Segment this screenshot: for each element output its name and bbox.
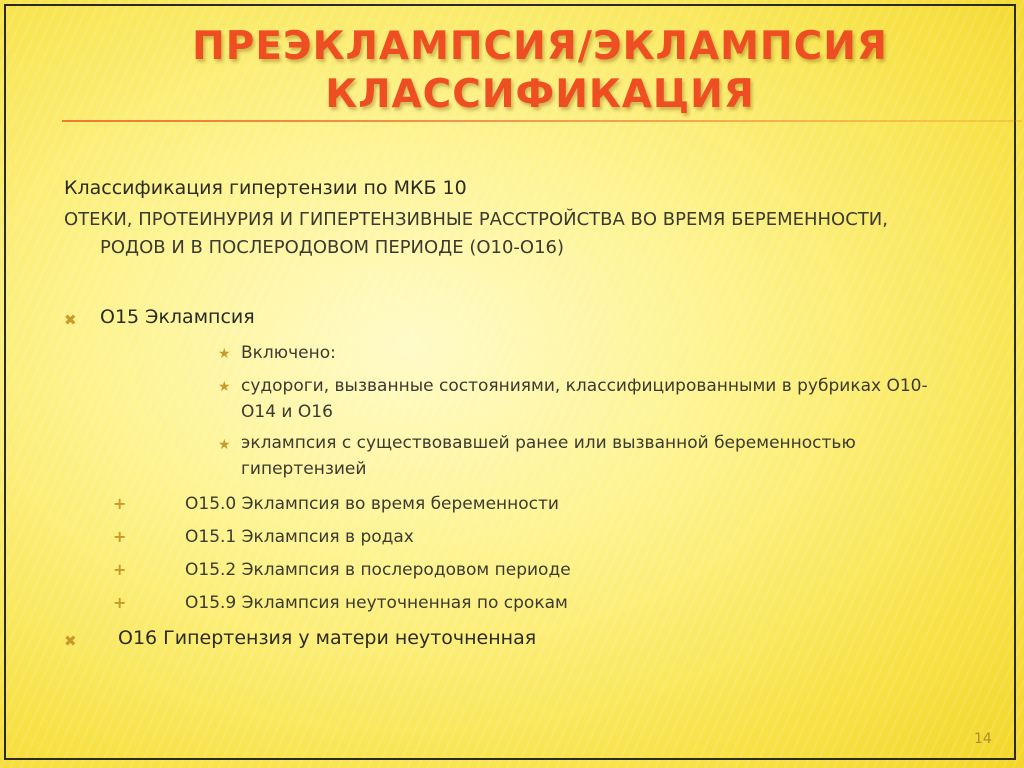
sub-eclampsia-line2: гипертензией bbox=[241, 459, 367, 479]
code-o15-0: О15.0 Эклампсия во время беременности bbox=[185, 494, 559, 514]
plus-bullet-icon: + bbox=[113, 527, 127, 546]
sub-seizures-line2: О14 и О16 bbox=[241, 402, 333, 422]
star-bullet-icon: ★ bbox=[218, 437, 231, 453]
intro-heading: Классификация гипертензии по МКБ 10 bbox=[64, 177, 467, 199]
code-o15-9: О15.9 Эклампсия неуточненная по срокам bbox=[185, 593, 568, 613]
slide-title-line2: КЛАССИФИКАЦИЯ bbox=[325, 72, 755, 117]
sub-seizures-line1: судороги, вызванные состояниями, классифицированными в рубриках О10- bbox=[241, 376, 928, 396]
code-o15-2: О15.2 Эклампсия в послеродовом периоде bbox=[185, 560, 571, 580]
plus-bullet-icon: + bbox=[113, 494, 127, 513]
intro-line1: ОТЕКИ, ПРОТЕИНУРИЯ И ГИПЕРТЕНЗИВНЫЕ РАССТРОЙСТВА ВО ВРЕМЯ БЕРЕМЕННОСТИ, bbox=[64, 209, 888, 230]
x-bullet-icon: ✖ bbox=[64, 311, 77, 329]
page-number: 14 bbox=[974, 731, 992, 747]
plus-bullet-icon: + bbox=[113, 560, 127, 579]
plus-bullet-icon: + bbox=[113, 593, 127, 612]
title-divider bbox=[62, 120, 1022, 122]
x-bullet-icon: ✖ bbox=[64, 632, 77, 650]
star-bullet-icon: ★ bbox=[218, 346, 231, 362]
intro-line2: РОДОВ И В ПОСЛЕРОДОВОМ ПЕРИОДЕ (О10-О16) bbox=[100, 237, 565, 258]
item-o15: О15 Эклампсия bbox=[100, 306, 255, 328]
item-o16: О16 Гипертензия у матери неуточненная bbox=[118, 627, 537, 649]
star-bullet-icon: ★ bbox=[218, 379, 231, 395]
code-o15-1: О15.1 Эклампсия в родах bbox=[185, 527, 414, 547]
slide-title-line1: ПРЕЭКЛАМПСИЯ/ЭКЛАМПСИЯ bbox=[192, 24, 888, 69]
sub-eclampsia-line1: эклампсия с существовавшей ранее или вызванной беременностью bbox=[241, 433, 856, 453]
sub-included: Включено: bbox=[241, 343, 336, 363]
